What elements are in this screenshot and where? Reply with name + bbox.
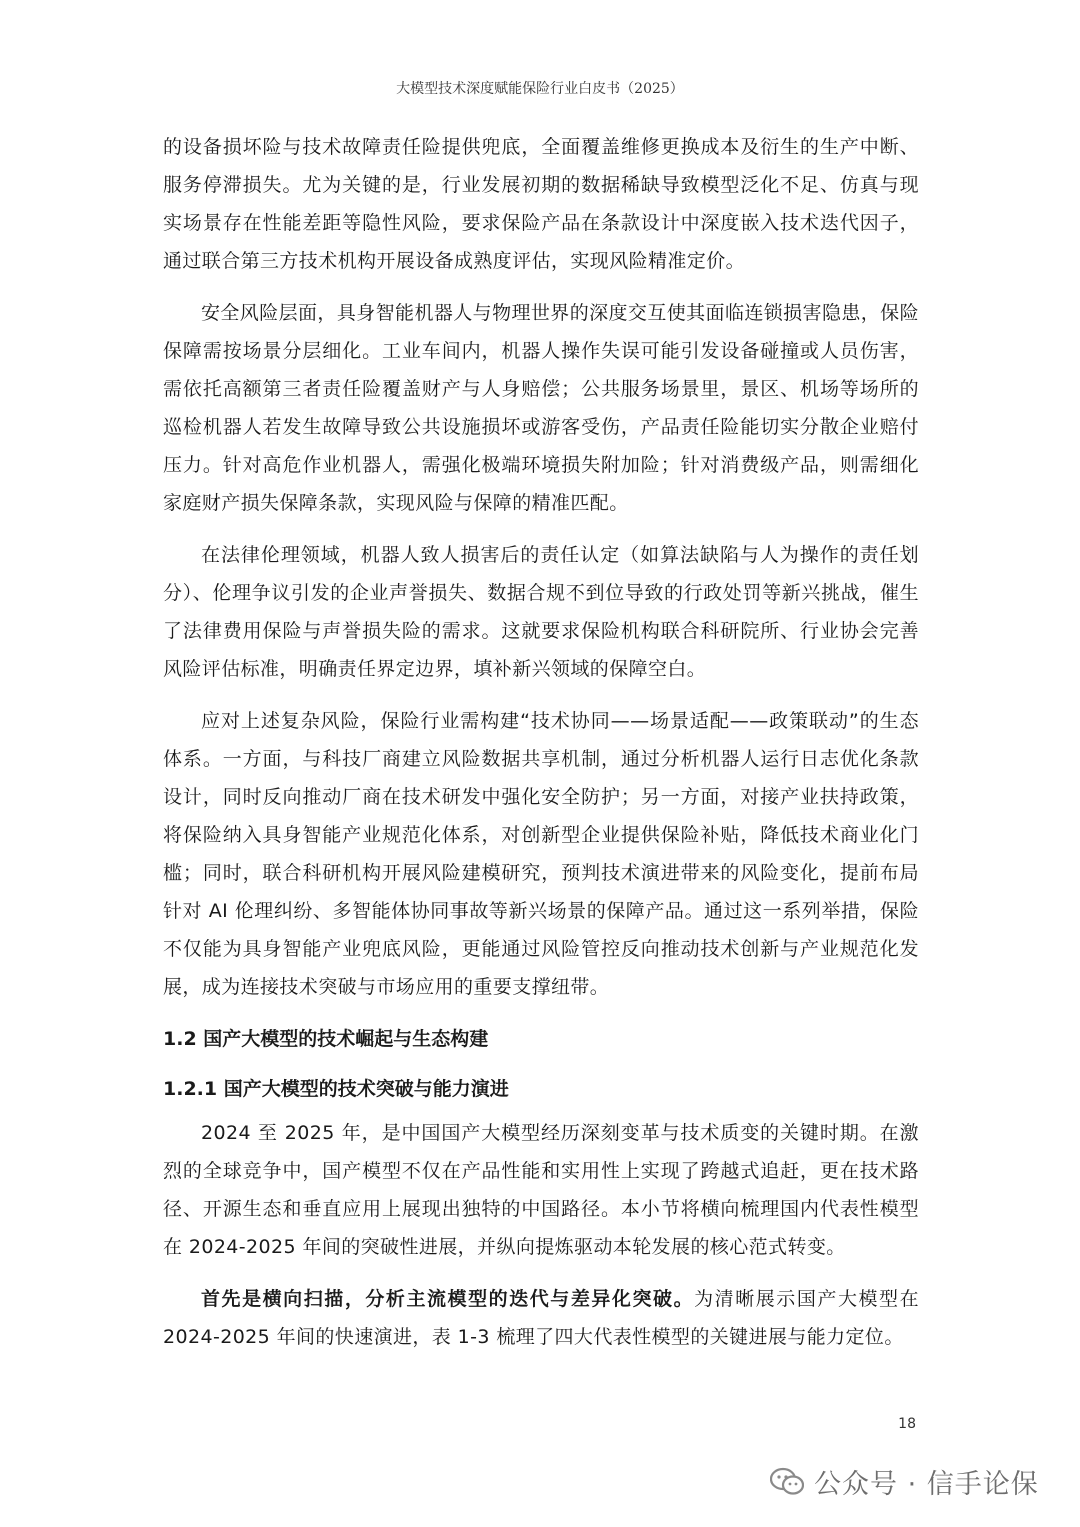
paragraph-safety-risk: 安全风险层面，具身智能机器人与物理世界的深度交互使其面临连锁损害隐患，保险保障需按场景分层细化。工业车间内，机器人操作失误可能引发设备碰撞或人员伤害，需依托高额第三者责任险覆盖财产与人身赔偿；公共服务场景里，景区、机场等场所的巡检机器人若发生故障导致公共设施损坏或游客受伤，产品责任险能切实分散企业赔付压力。针对高危作业机器人，需强化极端环境损失附加险；针对消费级产品，则需细化家庭财产损失保障条款，实现风险与保障的精准匹配。 xyxy=(163,302,919,514)
paragraph-domestic-models: 2024 至 2025 年，是中国国产大模型经历深刻变革与技术质变的关键时期。在激烈的全球竞争中，国产模型不仅在产品性能和实用性上实现了跨越式追赶，更在技术路径、开源生态和垂直应用上展现出独特的中国路径。本小节将横向梳理国内代表性模型在 2024-2025 年间的突破性进展，并纵向提炼驱动本轮发展的核心范式转变。 xyxy=(163,1122,919,1258)
wechat-icon xyxy=(770,1467,804,1497)
paragraph-equipment-risk: 的设备损坏险与技术故障责任险提供兜底，全面覆盖维修更换成本及衍生的生产中断、服务停滞损失。尤为关键的是，行业发展初期的数据稀缺导致模型泛化不足、仿真与现实场景存在性能差距等隐性风险，要求保险产品在条款设计中深度嵌入技术迭代因子，通过联合第三方技术机构开展设备成熟度评估，实现风险精准定价。 xyxy=(163,136,919,272)
page-number: 18 xyxy=(898,1416,916,1432)
bold-lead-sentence: 首先是横向扫描，分析主流模型的迭代与差异化突破。 xyxy=(201,1288,695,1310)
subsection-heading-1-2-1: 1.2.1 国产大模型的技术突破与能力演进 xyxy=(163,1078,509,1100)
running-header: 大模型技术深度赋能保险行业白皮书（2025） xyxy=(396,81,684,97)
paragraph-ecosystem: 应对上述复杂风险，保险行业需构建“技术协同——场景适配——政策联动”的生态体系。一方面，与科技厂商建立风险数据共享机制，通过分析机器人运行日志优化条款设计，同时反向推动厂商在技术研发中强化安全防护；另一方面，对接产业扶持政策，将保险纳入具身智能产业规范化体系，对创新型企业提供保险补贴，降低技术商业化门槛；同时，联合科研机构开展风险建模研究，预判技术演进带来的风险变化，提前布局针对 AI 伦理纠纷、多智能体协同事故等新兴场景的保障产品。通过这一系列举措，保险不仅能为具身智能产业兜底风险，更能通过风险管控反向推动技术创新与产业规范化发展，成为连接技术突破与市场应用的重要支撑纽带。 xyxy=(163,710,919,998)
paragraph-legal-ethics: 在法律伦理领域，机器人致人损害后的责任认定（如算法缺陷与人为操作的责任划分）、伦理争议引发的企业声誉损失、数据合规不到位导致的行政处罚等新兴挑战，催生了法律费用保险与声誉损失险的需求。这就要求保险机构联合科研院所、行业协会完善风险评估标准，明确责任界定边界，填补新兴领域的保障空白。 xyxy=(163,544,919,680)
paragraph-rest: 为清晰展示国产大模型在 2024-2025 年间的快速演进，表 1-3 梳理了四大代表性模型的关键进展与能力定位。 xyxy=(163,1288,919,1348)
page-body xyxy=(163,128,919,1370)
watermark-text: 公众号 · 信手论保 xyxy=(814,1469,1039,1500)
section-heading-1-2: 1.2 国产大模型的技术崛起与生态构建 xyxy=(163,1028,489,1050)
paragraph-horizontal-scan xyxy=(163,1280,919,1356)
wechat-watermark xyxy=(770,1462,1039,1501)
